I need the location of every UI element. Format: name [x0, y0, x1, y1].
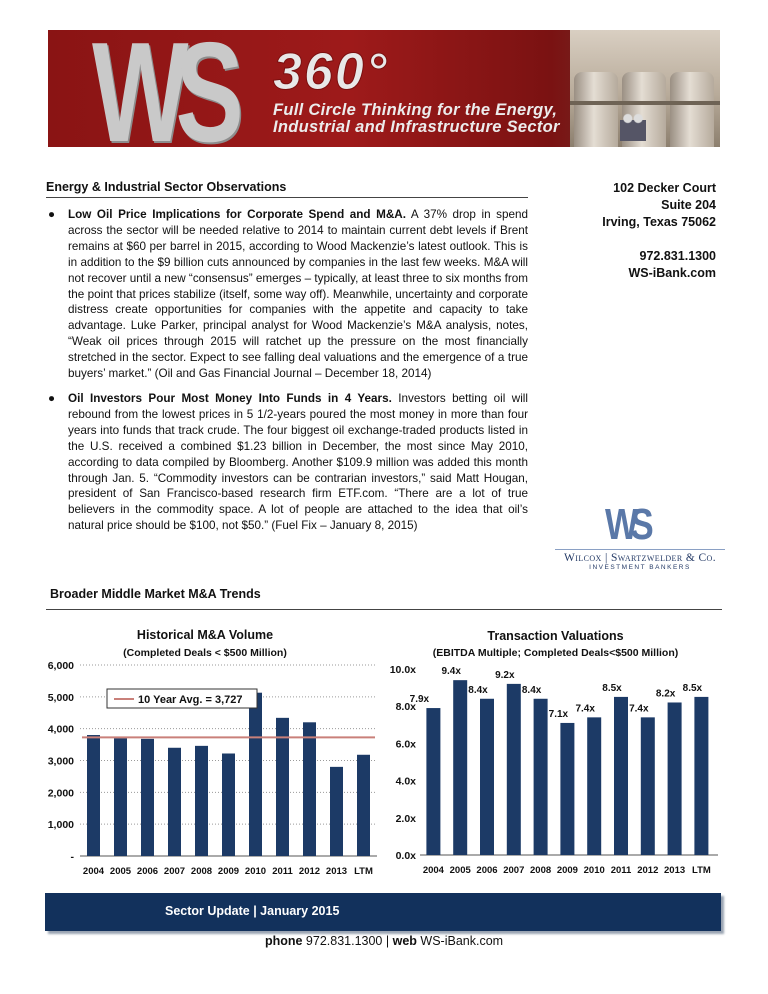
y-tick-label: 5,000 [47, 691, 74, 704]
bar [222, 753, 235, 856]
volume-chart-plot [30, 624, 380, 884]
data-label: 8.5x [602, 682, 622, 694]
bar [87, 735, 100, 856]
valuation-chart-plot [388, 624, 723, 884]
data-label: 8.2x [655, 688, 676, 700]
firm-name: Wilcox | Swartzwelder & Co. [555, 549, 725, 564]
bar [507, 684, 521, 855]
y-tick-label: 6.0x [395, 738, 416, 751]
bar [587, 717, 601, 855]
bar [480, 699, 494, 855]
x-tick-label: 2007 [503, 865, 525, 876]
address-web: WS-iBank.com [628, 266, 716, 280]
brand-360: 360° [273, 43, 389, 101]
observations-heading: Energy & Industrial Sector Observations [46, 180, 528, 198]
bar [141, 739, 154, 856]
web-address: WS-iBank.com [420, 934, 504, 948]
x-tick-label: 2006 [136, 866, 159, 877]
header-banner [48, 30, 720, 147]
x-tick-label: LTM [691, 865, 711, 876]
workers-figure-icon [620, 111, 646, 141]
ws-mark-icon: WS [605, 500, 646, 549]
data-label: 9.2x [495, 669, 515, 681]
y-tick-label: 2,000 [47, 787, 74, 800]
observation-list [46, 207, 528, 543]
x-tick-label: 2008 [530, 865, 552, 876]
bullet-icon: ● [48, 208, 56, 221]
bar [276, 718, 289, 856]
address-street: 102 Decker Court [613, 181, 716, 195]
data-label: 7.4x [575, 703, 595, 715]
y-tick-label: 0.0x [395, 850, 416, 862]
office-address [602, 180, 716, 282]
separator: | [385, 934, 390, 948]
x-tick-label: 2010 [244, 866, 267, 877]
list-item [46, 391, 528, 534]
data-label: 8.4x [468, 684, 488, 696]
data-label: 9.4x [441, 666, 461, 678]
list-item [46, 207, 528, 382]
y-tick-label: 10.0x [389, 664, 416, 676]
address-phone: 972.831.1300 [639, 249, 716, 263]
bar [249, 693, 262, 856]
data-label: 7.4x [629, 703, 649, 715]
bullet-icon: ● [48, 391, 56, 405]
bar [668, 702, 682, 855]
chart-title: Historical M&A Volume [136, 628, 274, 642]
trends-heading: Broader Middle Market M&A Trends [46, 587, 722, 610]
chart-title: Transaction Valuations [487, 629, 624, 643]
firm-logo [555, 500, 725, 571]
y-tick-label: 3,000 [47, 755, 74, 768]
bar [195, 746, 208, 856]
x-tick-label: 2008 [190, 866, 213, 877]
footer-bar [45, 893, 721, 931]
chart-subtitle: (Completed Deals < $500 Million) [123, 647, 287, 659]
y-tick-label: - [70, 851, 74, 863]
bar [114, 738, 127, 856]
data-label: 8.4x [521, 684, 542, 696]
footer-title: Sector Update | January 2015 [165, 904, 340, 918]
y-tick-label: 8.0x [395, 701, 416, 714]
x-tick-label: 2009 [217, 866, 240, 877]
x-tick-label: 2013 [664, 865, 686, 876]
x-tick-label: 2009 [556, 865, 578, 876]
item-title: Oil Investors Pour Most Money Into Funds in 4 Years. [68, 391, 392, 405]
x-tick-label: 2012 [637, 865, 659, 876]
data-label: 8.5x [682, 682, 703, 694]
y-tick-label: 4,000 [47, 723, 74, 736]
x-tick-label: LTM [354, 866, 373, 877]
bar [560, 723, 574, 855]
bar [614, 697, 628, 855]
bar [168, 748, 181, 856]
bar [641, 717, 655, 855]
x-tick-label: 2012 [298, 866, 321, 877]
x-tick-label: 2007 [163, 866, 186, 877]
data-label: 7.9x [409, 694, 430, 706]
y-tick-label: 2.0x [395, 812, 416, 825]
valuation-chart [388, 624, 723, 884]
bar [534, 699, 548, 855]
y-tick-label: 1,000 [47, 819, 74, 832]
bar [303, 722, 316, 856]
bar [426, 708, 440, 855]
legend-label: 10 Year Avg. = 3,727 [138, 694, 243, 706]
ws-logo: WS [92, 30, 231, 147]
x-tick-label: 2004 [422, 865, 444, 876]
x-tick-label: 2010 [583, 865, 605, 876]
x-tick-label: 2006 [476, 865, 498, 876]
y-tick-label: 4.0x [395, 775, 416, 788]
storage-tanks-photo [570, 30, 720, 147]
x-tick-label: 2011 [610, 865, 632, 876]
item-title: Low Oil Price Implications for Corporate Spend and M&A. [68, 208, 406, 221]
contact-line [0, 934, 768, 948]
web-label: web [392, 934, 417, 948]
firm-subtitle: INVESTMENT BANKERS [589, 564, 691, 571]
y-tick-label: 6,000 [47, 660, 74, 672]
data-label: 7.1x [548, 708, 569, 720]
volume-chart [30, 624, 380, 884]
chart-subtitle: (EBITDA Multiple; Completed Deals<$500 Million) [432, 647, 679, 659]
item-body: A 37% drop in spend across the sector will be needed relative to 2014 to maintain current debt levels if Brent remains at $60 per barrel in 2015, according to Wood Mackenzie’s latest outlook. This is in addition to the $9 billion cuts announced by companies in the last few weeks. M&A will not recover until a new “consensus” emerges – typically, at least three to six months from the point that prices stabilize (itself, some way off). Meanwhile, uncertainty and corporate distress create opportunities for companies with the appetite and capacity to take advantage. Luke Parker, principal analyst for Wood Mackenzie’s M&A analysis, notes, “Weak oil prices through 2015 will ratchet up the pressure on the most financially stretched in the sector. Expect to see falling deal valuations and the emergence of a true buyers’ market.” (Oil and Gas Financial Journal – December 18, 2014) [68, 208, 528, 381]
x-tick-label: 2013 [325, 866, 348, 877]
item-body: Investors betting oil will rebound from the lowest prices in 5 1/2-years poured the most money in more than four years into funds that track crude. The four biggest oil exchange-traded products listed in the U.S. received a combined $1.23 billion in December, the most since May 2010, according to data compiled by Bloomberg. Another $109.9 million was added this month through Jan. 5. “Commodity investors can be contrarian investors,” said Matt Hougan, president of San Francisco-based research firm ETF.com. “There are a lot of true believers in the commodity space. A lot of people are attached to the idea that oil’s natural price should be $100, not $50.” (Fuel Fix – January 8, 2015) [68, 391, 528, 533]
x-tick-label: 2011 [272, 866, 293, 877]
address-city: Irving, Texas 75062 [602, 215, 716, 229]
bar [357, 755, 370, 856]
bar [694, 697, 708, 855]
x-tick-label: 2005 [449, 865, 471, 876]
bar [453, 680, 467, 855]
brand-tagline: Full Circle Thinking for the Energy, Industrial and Infrastructure Sector [273, 101, 560, 136]
phone-number: 972.831.1300 [305, 934, 383, 948]
address-suite: Suite 204 [661, 198, 716, 212]
x-tick-label: 2005 [109, 866, 132, 877]
phone-label: phone [264, 934, 303, 948]
bar [330, 767, 343, 856]
x-tick-label: 2004 [82, 866, 105, 877]
